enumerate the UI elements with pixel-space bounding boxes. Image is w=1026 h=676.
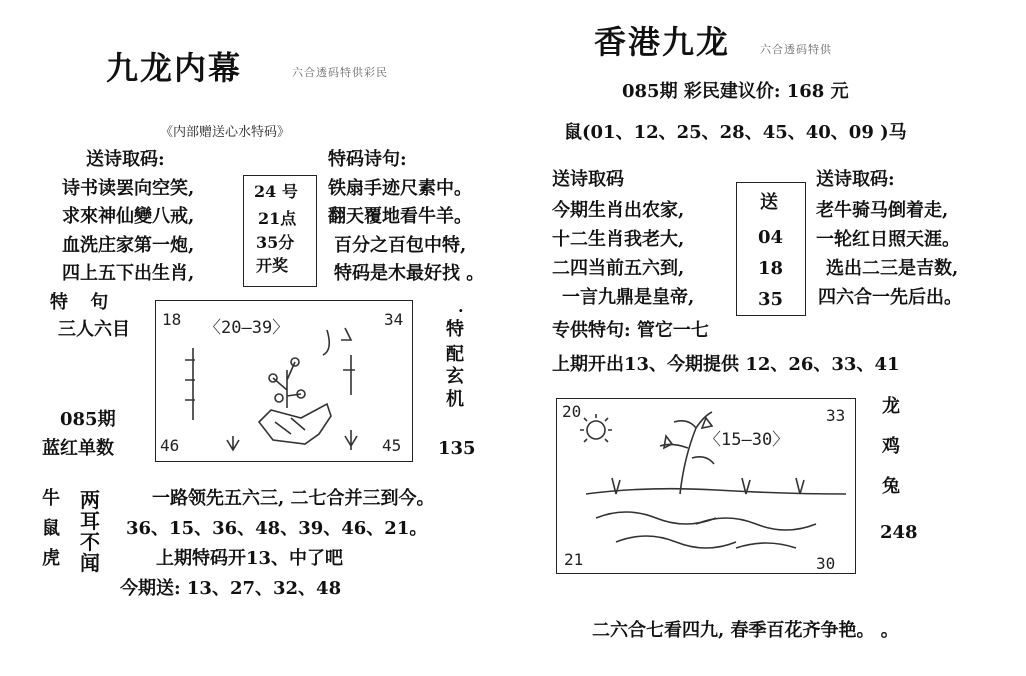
left-phrase-2: 耳 [80,509,100,533]
right-poem-right-2: 一轮红日照天涯。 [816,229,960,250]
right-box-line-3: 18 [758,258,784,279]
right-drawing-corner-br: 30 [816,554,836,573]
right-drawing-corner-tr: 33 [826,406,846,425]
left-drawing-range: 〈20—39〉 [204,318,290,338]
left-vertical-4: 机 [446,389,464,410]
left-box-line-4: 开奖 [256,256,289,275]
right-price-line: 085期 彩民建议价: 168 元 [622,81,849,102]
left-zodiac-1: 牛 [42,488,60,509]
left-vertical-1: 特 [446,319,464,340]
right-subtitle: 六合透码特供 [760,43,832,56]
left-tema-line-1: 铁扇手迹尺素中。 [328,178,472,199]
right-poem-left-3: 二四当前五六到, [552,258,685,279]
right-zodiac-line: 鼠(01、12、25、28、45、40、09 )马 [564,122,907,143]
left-vertical-2: 配 [446,344,464,365]
left-line-4: 今期送: 13、27、32、48 [120,578,342,599]
right-side-1: 龙 [882,396,900,417]
left-title: 九龙内幕 [106,49,243,87]
right-side-2: 鸡 [882,436,900,457]
right-special-line: 专供特句: 管它一七 [552,320,709,341]
right-poem-left-2: 十二生肖我老大, [552,229,685,250]
left-special-label: 特 句 [50,292,117,313]
right-drawing-corner-tl: 20 [562,402,582,421]
right-title: 香港九龙 [594,23,731,61]
right-last-period-line: 上期开出13、今期提供 12、26、33、41 [552,354,900,375]
right-drawing-corner-bl: 21 [564,550,584,569]
right-box-line-2: 04 [758,227,784,248]
right-footer: 二六合七看四九, 春季百花齐争艳。 。 [592,620,899,641]
left-box-line-2: 21点 [258,209,297,228]
left-drawing-corner-tl: 18 [162,310,182,329]
left-right-number: 135 [438,438,476,459]
right-poem-left-1: 今期生肖出农家, [552,200,685,221]
left-tema-line-4: 特码是木最好找 。 [334,263,485,284]
left-tema-line-2: 翻天覆地看牛羊。 [328,206,472,227]
right-poem-right-4: 四六合一先后出。 [818,287,962,308]
left-banner: 《内部赠送心水特码》 [160,125,291,140]
left-zodiac-2: 鼠 [42,518,60,539]
left-phrase-3: 不 [80,530,100,554]
right-drawing-range: 〈15—30〉 [704,430,790,450]
left-tema-heading: 特码诗句: [328,149,407,170]
right-side-number: 248 [880,522,918,543]
left-subtitle: 六合透码特供彩民 [292,66,388,79]
right-poem-left-4: 一言九鼎是皇帝, [562,287,695,308]
left-phrase-4: 闻 [80,551,100,575]
left-vertical-3: 玄 [446,366,464,387]
left-poem-line-4: 四上五下出生肖, [62,263,195,284]
right-box-line-1: 送 [760,192,778,213]
right-poem-right-3: 选出二三是吉数, [826,258,959,279]
left-color-hint: 蓝红单数 [42,438,114,459]
left-zodiac-3: 虎 [42,548,60,569]
left-line-3: 上期特码开13、中了吧 [156,548,344,569]
left-box-line-3: 35分 [256,233,295,252]
left-line-2: 36、15、36、48、39、46、21。 [126,518,428,539]
left-box-line-1: 24 号 [254,182,298,201]
left-poem-line-2: 求來神仙變八戒, [62,206,195,227]
right-sketch-illustration [556,398,856,574]
left-right-dot: . [458,297,464,316]
left-phrase-1: 两 [80,488,100,512]
right-box-line-4: 35 [758,289,784,310]
left-drawing-corner-bl: 46 [160,436,180,455]
left-poem-heading: 送诗取码: [86,149,165,170]
left-tema-line-3: 百分之百包中特, [334,235,467,256]
left-sketch-illustration [155,300,413,462]
left-poem-line-1: 诗书读罢向空笑, [62,178,195,199]
left-line-1: 一路领先五六三, 二七合并三到今。 [152,488,435,509]
right-poem-heading-right: 送诗取码: [816,169,895,190]
right-poem-right-1: 老牛骑马倒着走, [816,200,949,221]
left-period: 085期 [60,409,116,430]
left-drawing-corner-tr: 34 [384,310,404,329]
left-drawing-corner-br: 45 [382,436,402,455]
left-special-phrase: 三人六目 [58,319,130,340]
right-poem-heading-left: 送诗取码 [552,169,624,190]
left-poem-line-3: 血洗庄家第一炮, [62,235,195,256]
right-side-3: 兔 [882,476,900,497]
